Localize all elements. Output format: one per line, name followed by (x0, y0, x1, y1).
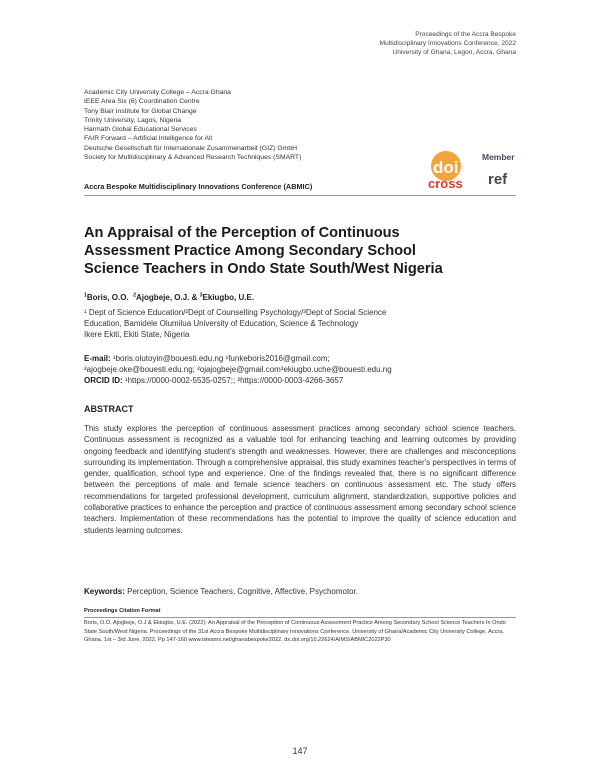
author-name: Boris, O.O. (86, 293, 129, 302)
organization: Trinity University, Lagos, Nigeria (84, 116, 182, 124)
email-line[interactable]: ¹boris.olutoyin@bouesti.edu.ng ¹funkeboris2016@gmail.com; (112, 354, 330, 363)
organization: Academic City University College – Accra Ghana (84, 89, 231, 96)
orcid-links[interactable]: ¹https://0000-0002-5535-0257;; ²https://0000-0003-4266-3657 (124, 376, 344, 385)
proceedings-line: Proceedings of the Accra Bespoke (415, 31, 516, 38)
abstract-text: This study explores the perception of continuous assessment practices among secondary school science teachers. Continuous assessment is recognized as a valuable tool for enhancing teaching and learning outcomes by providing ongoing feedback and identifying student's strength and weaknesses. However, there are challenges and misconceptions surrounding its implementation. Through a comprehensive appraisal, this study examines teacher's perspectives in terms of gender, qualification, school type and experience. One of the findings revealed that, there is no significant difference between the perceptions of male and female science teachers on continuous assessment etc. The study offers recommendations for targeted professional development, curriculum alignment, standardization, supportive policies and collaborative practices to enhance the perception and practice of continuous assessment among secondary school science teachers. Implementation of these recommendations has the potential to improve the quality of science education and students learning outcomes. (84, 424, 516, 535)
affiliation-line: Education, Bamidele Olumilua University of Education, Science & Technology (84, 319, 359, 328)
citation-text: Boris, O.O. Ajogbeje, O.J & Ekiugbo, U.E. (2022): An Appraisal of the Perception of Continuous Assessment Practice Among Secondary School Science Teachers In Ondo State South/West Nigeria. Proceedings of the 31st Accra Bespoke Multidisciplinary Innovations Conference. University of Ghana/Academic City University College, Accra, Ghana. 1st – 3rd June, 2022. Pp 147-160 www.isteams.net/ghanabespoke2022. dx.doi.org/10.22624/AIMS/ABMIC2022P30 (84, 620, 506, 644)
authors (84, 293, 254, 302)
author-sup: 1 (84, 292, 87, 299)
proceedings-header (380, 30, 516, 57)
orcid-label: ORCID ID: (84, 376, 123, 385)
paper-title: An Appraisal of the Perception of Continuous Assessment Practice Among Secondary School Science Teachers in Ondo State South/West Nigeria (84, 225, 443, 277)
divider (84, 617, 516, 618)
crossref-text: cross (428, 176, 463, 190)
email-line[interactable]: ²ajogbeje.oke@bouesti.edu.ng; ²ojajogbeje@gmail.com³ekiugbo.uche@bouesti.edu.ng (84, 365, 392, 374)
member-label: Member (482, 152, 515, 162)
abstract-heading: ABSTRACT (84, 404, 134, 414)
citation-heading: Proceedings Citation Format (84, 608, 161, 614)
organization: Deutsche Gesellschaft für Internationale Zusammenarbeit (GIZ) GmbH (84, 144, 298, 152)
conference-name: Accra Bespoke Multidisciplinary Innovations Conference (ABMIC) (84, 182, 313, 191)
organization: Society for Multidisciplinary & Advanced Research Techniques (SMART) (84, 154, 302, 162)
affiliation (84, 307, 524, 340)
organizations-list (84, 88, 301, 162)
author-name: Ekiugbo, U.E. (202, 293, 255, 302)
proceedings-line: Multidisciplinary Innovations Conference, 2022 (379, 40, 516, 47)
keywords (84, 587, 516, 596)
crossref-suffix-text: ref (488, 171, 508, 188)
author-sup: 2 (133, 292, 137, 299)
contact-info (84, 353, 524, 386)
crossref-member-badge (424, 144, 516, 190)
affiliation-line: ¹ Dept of Science Education/²Dept of Counselling Psychology/³Dept of Social Science (84, 308, 387, 317)
page-number: 147 (292, 746, 308, 756)
email-label: E-mail: (84, 354, 111, 363)
organization: Harmath Global Educational Services (84, 126, 197, 134)
organization: FAIR Forward – Artificial Intelligence for All (84, 135, 213, 143)
organization: IEEE Area Six (6) Coordination Centre (84, 98, 200, 106)
divider (84, 195, 516, 196)
author-sup: 3 (199, 292, 203, 299)
organization: Tony Blair Institute for Global Change (84, 107, 197, 115)
author-name: Ajogbeje, O.J. & (136, 293, 198, 302)
affiliation-line: Ikere Ekiti, Ekiti State, Nigeria (84, 330, 190, 339)
keywords-label: Keywords: (84, 587, 125, 596)
crossref-logo-icon (424, 144, 516, 190)
proceedings-line: University of Ghana, Legon, Accra, Ghana (392, 49, 516, 56)
doi-text: doi (433, 158, 459, 177)
keywords-text: Perception, Science Teachers, Cognitive, Affective, Psychomotor. (127, 587, 359, 596)
